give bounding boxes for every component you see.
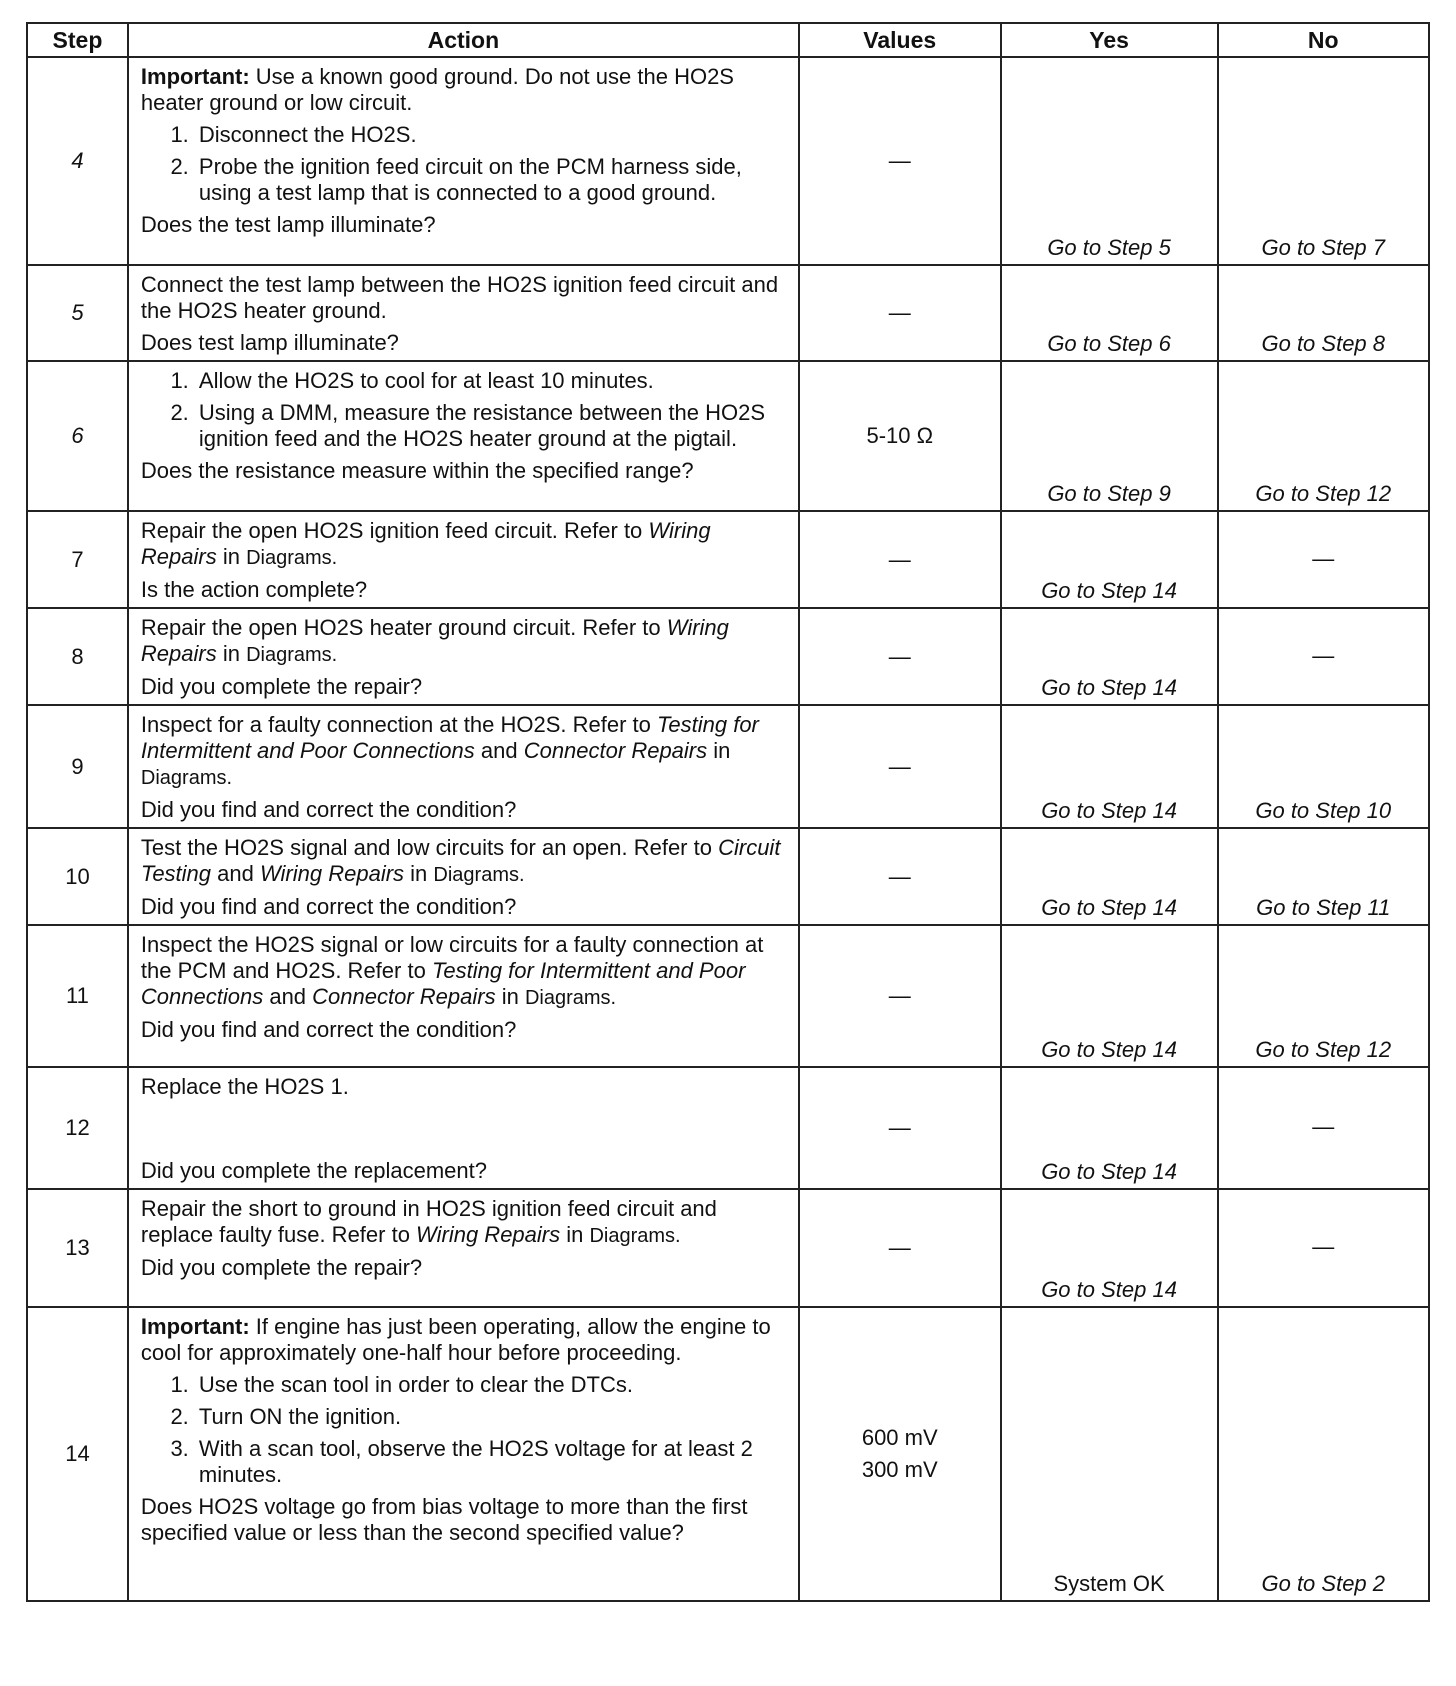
table-row [27, 1307, 1429, 1601]
important-label: Important: [140, 64, 250, 89]
reference-title: Wiring Repairs [259, 861, 405, 886]
action-step: 2. Using a DMM, measure the resistance between the HO2S ignition feed and the HO2S heater ground at the pigtail. [195, 400, 790, 452]
table-row [27, 265, 1429, 361]
action-text-part: Repair the open HO2S ignition feed circuit. Refer to [140, 518, 649, 543]
yes-cell: Go to Step 5 [1001, 57, 1218, 265]
yes-cell: Go to Step 14 [1001, 828, 1218, 925]
no-cell: Go to Step 7 [1218, 57, 1430, 265]
action-cell [128, 925, 799, 1067]
reference-title: Testing for Intermittent and Poor Connections [140, 712, 759, 763]
reference-section: Diagrams. [433, 864, 525, 886]
no-cell: Go to Step 11 [1218, 828, 1430, 925]
value-cell: — [799, 828, 1001, 925]
no-cell: — [1218, 1189, 1430, 1307]
action-step: 1. Disconnect the HO2S. [195, 122, 790, 148]
reference-title: Connector Repairs [312, 984, 496, 1009]
action-steps [141, 1372, 790, 1488]
action-text [141, 615, 790, 668]
action-text-part: in [707, 738, 731, 763]
action-text [141, 932, 790, 1011]
reference-title: Connector Repairs [523, 738, 708, 763]
diagnostic-table [26, 22, 1430, 1602]
step-number: 13 [27, 1189, 128, 1307]
no-cell: Go to Step 12 [1218, 925, 1430, 1067]
reference-section: Diagrams. [589, 1225, 681, 1247]
no-cell: Go to Step 2 [1218, 1307, 1430, 1601]
reference-section: Diagrams. [524, 987, 617, 1009]
table-row [27, 925, 1429, 1067]
action-text [141, 835, 790, 888]
action-text-part: Inspect the HO2S signal or low circuits for a faulty connection at the PCM and HO2S. Refer to [140, 932, 764, 983]
action-cell [128, 57, 799, 265]
reference-section: Diagrams. [140, 767, 233, 789]
step-number: 14 [27, 1307, 128, 1601]
action-text [141, 1196, 790, 1249]
value-cell [799, 1307, 1001, 1601]
reference-title: Wiring Repairs [140, 615, 729, 666]
action-text-part: and [474, 738, 524, 763]
step-number: 6 [27, 361, 128, 511]
step-number: 12 [27, 1067, 128, 1189]
action-question: Does the test lamp illuminate? [140, 212, 436, 237]
action-text-part: Inspect for a faulty connection at the HO2S. Refer to [140, 712, 657, 737]
value-cell: — [799, 608, 1001, 705]
action-question: Is the action complete? [140, 577, 368, 602]
action-text [141, 518, 790, 571]
action-text [141, 712, 790, 791]
table-row [27, 828, 1429, 925]
action-step: 2. Probe the ignition feed circuit on the PCM harness side, using a test lamp that is connected to a good ground. [195, 154, 790, 206]
step-number: 7 [27, 511, 128, 608]
step-number: 4 [27, 57, 128, 265]
value-cell: — [799, 705, 1001, 828]
action-question: Does the resistance measure within the specified range? [140, 458, 694, 483]
table-row [27, 1189, 1429, 1307]
header-no: No [1218, 23, 1430, 57]
reference-section: Diagrams. [246, 644, 338, 666]
action-cell [128, 705, 799, 828]
action-step: 3. With a scan tool, observe the HO2S voltage for at least 2 minutes. [195, 1436, 790, 1488]
table-row [27, 608, 1429, 705]
action-text-part: in [216, 544, 247, 569]
important-note [141, 1314, 790, 1366]
action-question: Did you complete the replacement? [140, 1158, 487, 1183]
action-question: Did you find and correct the condition? [140, 797, 517, 822]
action-text-part: in [404, 861, 434, 886]
yes-cell: Go to Step 14 [1001, 511, 1218, 608]
no-cell: — [1218, 511, 1430, 608]
action-text-part: and [211, 861, 260, 886]
value-cell: — [799, 511, 1001, 608]
header-row [27, 23, 1429, 57]
no-cell: Go to Step 10 [1218, 705, 1430, 828]
action-cell [128, 265, 799, 361]
value-cell: 5-10 Ω [799, 361, 1001, 511]
yes-cell: Go to Step 14 [1001, 608, 1218, 705]
reference-title: Wiring Repairs [416, 1222, 561, 1247]
important-note [141, 64, 790, 116]
header-yes: Yes [1001, 23, 1218, 57]
yes-cell: Go to Step 14 [1001, 1067, 1218, 1189]
yes-cell: Go to Step 14 [1001, 925, 1218, 1067]
header-action: Action [128, 23, 799, 57]
step-number: 5 [27, 265, 128, 361]
step-number: 9 [27, 705, 128, 828]
reference-title: Wiring Repairs [140, 518, 711, 569]
action-cell [128, 511, 799, 608]
yes-cell: Go to Step 6 [1001, 265, 1218, 361]
action-text-part: Repair the short to ground in HO2S ignition feed circuit and replace faulty fuse. Refer to [140, 1196, 717, 1247]
value-line: 300 mV [861, 1457, 938, 1482]
step-number: 10 [27, 828, 128, 925]
table-row [27, 705, 1429, 828]
action-question: Did you find and correct the condition? [140, 1017, 517, 1042]
action-question: Does HO2S voltage go from bias voltage to more than the first specified value or less than the second specified value? [140, 1494, 748, 1545]
no-cell: — [1218, 608, 1430, 705]
step-number: 8 [27, 608, 128, 705]
no-cell: Go to Step 12 [1218, 361, 1430, 511]
table-row [27, 361, 1429, 511]
action-cell [128, 608, 799, 705]
action-text-part: in [216, 641, 247, 666]
action-text: Replace the HO2S 1. [140, 1074, 349, 1099]
table-row [27, 511, 1429, 608]
action-text-part: Test the HO2S signal and low circuits for an open. Refer to [140, 835, 719, 860]
yes-cell: Go to Step 9 [1001, 361, 1218, 511]
action-step: 1. Allow the HO2S to cool for at least 10 minutes. [195, 368, 790, 394]
value-cell: — [799, 57, 1001, 265]
value-line: 600 mV [861, 1425, 938, 1450]
reference-title: Circuit Testing [140, 835, 781, 886]
important-text: Use a known good ground. Do not use the HO2S heater ground or low circuit. [140, 64, 734, 115]
value-cell: — [799, 1189, 1001, 1307]
yes-cell: Go to Step 14 [1001, 1189, 1218, 1307]
action-cell [128, 1307, 799, 1601]
action-steps [141, 122, 790, 206]
header-step: Step [27, 23, 128, 57]
reference-section: Diagrams. [246, 547, 338, 569]
table-row [27, 1067, 1429, 1189]
action-cell [128, 361, 799, 511]
important-label: Important: [140, 1314, 250, 1339]
action-cell [128, 828, 799, 925]
action-step: 1. Use the scan tool in order to clear the DTCs. [195, 1372, 790, 1398]
table-row [27, 57, 1429, 265]
action-question: Did you find and correct the condition? [140, 894, 517, 919]
action-text-part: and [263, 984, 313, 1009]
action-question: Does test lamp illuminate? [140, 330, 399, 355]
action-step: 2. Turn ON the ignition. [195, 1404, 790, 1430]
yes-cell: System OK [1001, 1307, 1218, 1601]
action-text: Connect the test lamp between the HO2S ignition feed circuit and the HO2S heater ground. [140, 272, 779, 323]
action-text-part: in [495, 984, 525, 1009]
action-question: Did you complete the repair? [140, 674, 423, 699]
header-values: Values [799, 23, 1001, 57]
value-cell: — [799, 925, 1001, 1067]
action-steps [141, 368, 790, 452]
no-cell: Go to Step 8 [1218, 265, 1430, 361]
diagnostic-table-page [26, 22, 1430, 1602]
action-cell [128, 1189, 799, 1307]
action-text-part: in [560, 1222, 590, 1247]
step-number: 11 [27, 925, 128, 1067]
reference-title: Testing for Intermittent and Poor Connections [140, 958, 746, 1009]
no-cell: — [1218, 1067, 1430, 1189]
yes-cell: Go to Step 14 [1001, 705, 1218, 828]
action-cell [128, 1067, 799, 1189]
value-cell: — [799, 265, 1001, 361]
action-question: Did you complete the repair? [140, 1255, 423, 1280]
action-text-part: Repair the open HO2S heater ground circuit. Refer to [140, 615, 667, 640]
value-cell: — [799, 1067, 1001, 1189]
important-text: If engine has just been operating, allow the engine to cool for approximately one-half hour before proceeding. [140, 1314, 771, 1365]
